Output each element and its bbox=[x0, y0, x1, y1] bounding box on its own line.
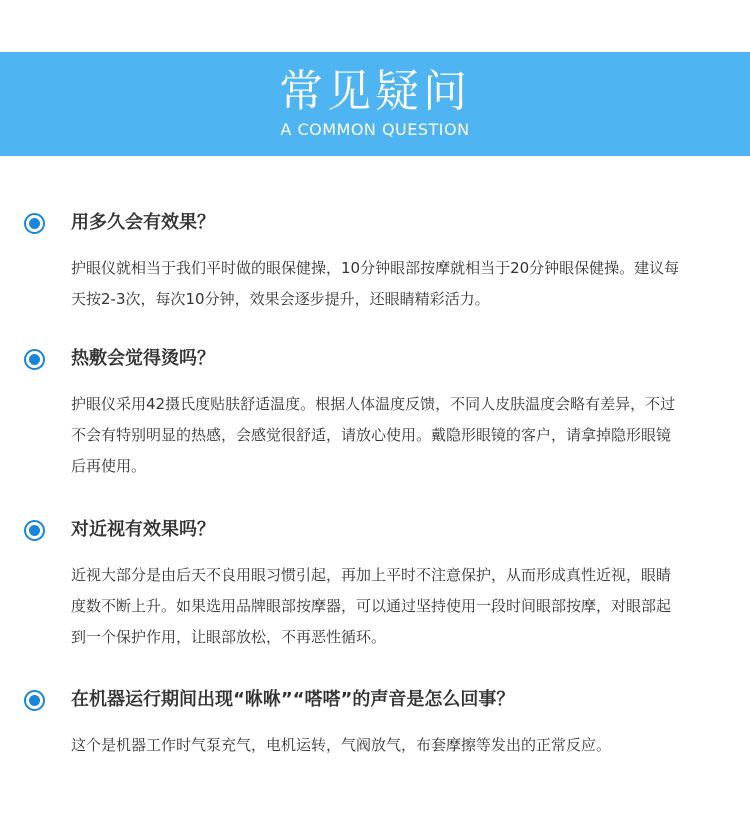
faq-question: 热敷会觉得烫吗？ bbox=[71, 348, 215, 369]
radio-bullet-icon bbox=[24, 213, 45, 234]
radio-bullet-icon bbox=[24, 690, 45, 711]
faq-answer bbox=[71, 253, 727, 315]
faq-answer-line: 护眼仪采用42摄氏度贴肤舒适温度。根据人体温度反馈，不同人皮肤温度会略有差异，不过 bbox=[71, 395, 676, 413]
faq-answer-line: 这个是机器工作时气泵充气，电机运转，气阀放气，布套摩擦等发出的正常反应。 bbox=[71, 736, 612, 754]
faq-question: 在机器运行期间出现“咻咻”“嗒嗒”的声音是怎么回事？ bbox=[71, 689, 515, 710]
faq-answer-line: 到一个保护作用，让眼部放松，不再恶性循环。 bbox=[71, 628, 387, 646]
faq-answer-line: 近视大部分是由后天不良用眼习惯引起，再加上平时不注意保护，从而形成真性近视，眼睛 bbox=[71, 566, 672, 584]
header-banner bbox=[0, 52, 750, 156]
faq-question: 用多久会有效果？ bbox=[71, 212, 215, 233]
radio-bullet-icon bbox=[24, 520, 45, 541]
faq-answer bbox=[71, 389, 727, 482]
page-subtitle: A COMMON QUESTION bbox=[280, 120, 470, 139]
faq-answer-line: 天按2-3次，每次10分钟，效果会逐步提升，还眼睛精彩活力。 bbox=[71, 290, 490, 308]
radio-bullet-icon bbox=[24, 349, 45, 370]
faq-answer bbox=[71, 560, 727, 653]
faq-answer-line: 后再使用。 bbox=[71, 457, 147, 475]
page-title: 常见疑问 bbox=[279, 66, 471, 117]
faq-question: 对近视有效果吗？ bbox=[71, 519, 215, 540]
faq-answer-line: 不会有特别明显的热感，会感觉很舒适，请放心使用。戴隐形眼镜的客户，请拿掉隐形眼镜 bbox=[71, 426, 672, 444]
faq-answer-line: 度数不断上升。如果选用品牌眼部按摩器，可以通过坚持使用一段时间眼部按摩，对眼部起 bbox=[71, 597, 672, 615]
faq-answer bbox=[71, 730, 727, 761]
faq-answer-line: 护眼仪就相当于我们平时做的眼保健操，10分钟眼部按摩就相当于20分钟眼保健操。建议每 bbox=[71, 259, 680, 277]
